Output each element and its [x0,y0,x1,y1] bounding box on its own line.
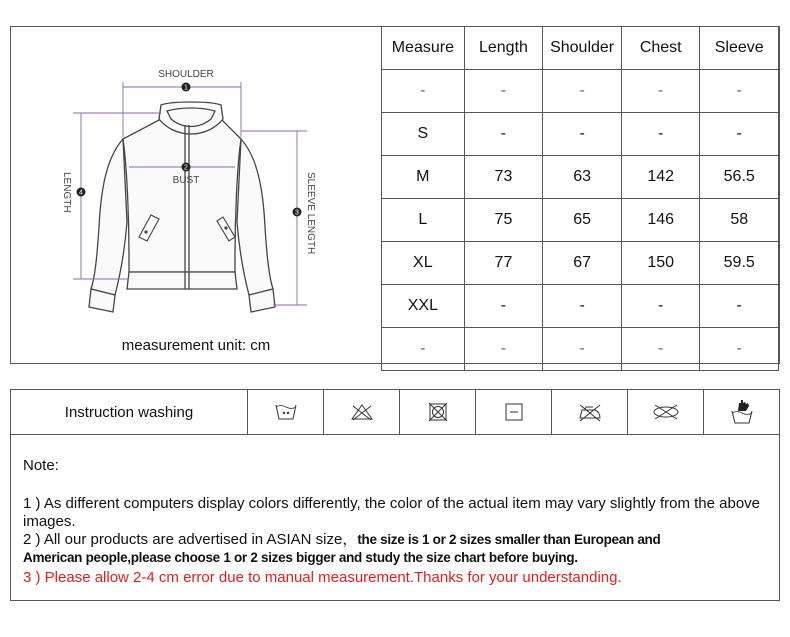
jacket-illustration [11,27,381,363]
table-cell: - [700,113,779,156]
table-cell: M [382,156,465,199]
table-header-row [382,27,779,70]
hand-wash-cell [704,390,779,434]
table-cell: - [543,113,622,156]
marker-4: 4 [79,189,83,197]
no-bleach-icon [350,403,374,421]
table-cell: 56.5 [700,156,779,199]
marker-2: 2 [184,164,188,172]
table-cell: XL [382,242,465,285]
marker-3: 3 [295,209,299,217]
table-row [382,156,779,199]
no-tumble-dry-cell [400,390,476,434]
table-cell: - [700,285,779,328]
table-cell: 65 [543,199,622,242]
size-chart-box [10,26,780,364]
note-line-2 [23,531,769,549]
table-cell: 150 [622,242,700,285]
table-cell: - [464,70,543,113]
size-table [381,26,779,371]
table-cell: - [622,113,700,156]
table-cell: - [382,328,465,371]
table-cell: XXL [382,285,465,328]
table-cell: - [464,328,543,371]
header-shoulder: Shoulder [543,27,622,70]
table-cell: - [543,70,622,113]
table-cell: - [382,70,465,113]
bust-label: BUST [172,175,200,186]
table-cell: 63 [543,156,622,199]
table-cell: - [622,285,700,328]
length-label: LENGTH [61,172,72,213]
washing-label: Instruction washing [11,390,248,434]
table-cell: - [700,70,779,113]
note-line-3: 3 ) Please allow 2-4 cm error due to manual measurement.Thanks for your understanding. [23,569,622,586]
sleeve-length-label: SLEEVE LENGTH [305,172,316,255]
notes-title: Note: [23,457,59,474]
table-cell: - [543,328,622,371]
table-row [382,70,779,113]
table-cell: - [700,328,779,371]
table-cell: 146 [622,199,700,242]
jacket-diagram [11,27,381,363]
notes-box [10,434,780,601]
no-dry-clean-cell [628,390,704,434]
measurement-unit-label: measurement unit: cm [121,337,271,354]
table-cell: 58 [700,199,779,242]
header-sleeve: Sleeve [700,27,779,70]
marker-1: 1 [184,84,188,92]
table-cell: L [382,199,465,242]
hand-wash-icon [730,399,754,425]
header-length: Length [464,27,543,70]
no-iron-icon [577,402,603,422]
flat-dry-icon [504,402,524,422]
washing-instructions [10,389,780,435]
no-dry-clean-icon [652,404,680,420]
table-cell: - [622,70,700,113]
table-cell: - [622,328,700,371]
no-bleach-cell [324,390,400,434]
table-cell: - [464,285,543,328]
table-cell: 73 [464,156,543,199]
wash-30-cell [248,390,324,434]
wash-30-icon [275,403,297,421]
table-row [382,242,779,285]
flat-dry-cell [476,390,552,434]
note-line-2-continued: American people,please choose 1 or 2 sizes bigger and study the size chart before buying. [23,550,578,565]
table-cell: S [382,113,465,156]
note-line-2-start: 2 ) All our products are advertised in ASIAN size， [23,531,358,548]
table-cell: 142 [622,156,700,199]
header-chest: Chest [622,27,700,70]
note-line-1: 1 ) As different computers display colors differently, the color of the actual item may vary slightly from the above images. [23,495,761,530]
table-cell: - [543,285,622,328]
shoulder-label: SHOULDER [158,69,214,80]
no-iron-cell [552,390,628,434]
table-cell: - [464,113,543,156]
table-cell: 67 [543,242,622,285]
no-tumble-dry-icon [428,402,448,422]
table-cell: 59.5 [700,242,779,285]
table-row [382,199,779,242]
note-line-2-small: the size is 1 or 2 sizes smaller than European and [357,532,661,547]
table-row [382,285,779,328]
table-cell: 77 [464,242,543,285]
table-row [382,113,779,156]
header-measure: Measure [382,27,465,70]
table-cell: 75 [464,199,543,242]
table-row [382,328,779,371]
